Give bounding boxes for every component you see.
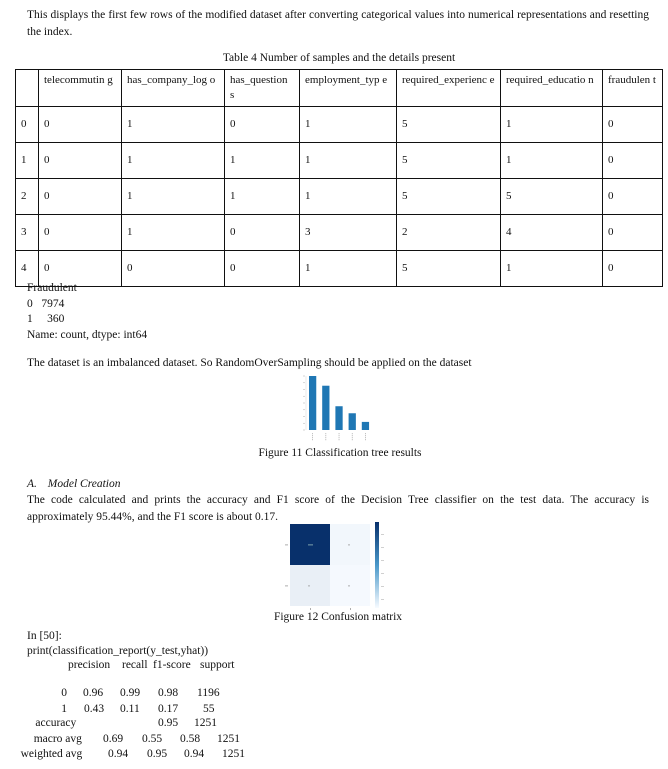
report-row-label: 0 [61,687,68,699]
report-header-support: support [200,659,235,671]
table-cell-fraudulent: 0 [603,251,663,287]
confusion-cell-label [348,545,350,546]
table-cell-has-company-logo: 1 [122,179,225,215]
bar-2 [335,406,342,430]
table-cell-required-experience: 5 [397,107,501,143]
table-cell-fraudulent: 0 [603,107,663,143]
confusion-x-tick-label [310,608,311,610]
table-cell-telecommuting: 0 [39,251,122,287]
code-prompt: In [50]: [27,630,62,642]
section-heading-letter: A. [27,478,37,490]
report-value-f1-score: 0.95 [158,717,179,729]
table-cell-telecommuting: 0 [39,215,122,251]
table-cell-employment-type: 1 [300,251,397,287]
table-caption: Table 4 Number of samples and the details present [222,52,456,64]
table-cell-required-experience: 5 [397,179,501,215]
colorbar-tick-label [381,547,384,548]
table-cell-has-company-logo: 1 [122,107,225,143]
table-cell-required-education: 1 [501,143,603,179]
table-cell-required-experience: 5 [397,251,501,287]
code-block [27,629,208,659]
table-cell-has-questions: 0 [225,107,300,143]
report-value-f1-score: 0.17 [158,703,179,715]
report-value-recall: 0.55 [142,733,163,745]
report-row-label: accuracy [35,717,77,729]
section-heading [27,478,121,490]
report-value-f1-score: 0.94 [184,748,205,760]
report-header-recall: recall [122,659,148,671]
section-heading-title: Model Creation [47,478,121,490]
value-counts-block [27,281,147,343]
report-value-support: 1196 [197,687,220,699]
table-header-has-company-logo: has_company_log o [122,70,225,107]
table-cell-employment-type: 1 [300,107,397,143]
table-header-has-questions: has_question s [225,70,300,107]
colorbar-tick-label [381,534,384,535]
table-header-required-experience: required_experienc e [397,70,501,107]
table-cell-has-questions: 1 [225,179,300,215]
table-cell-index: 4 [16,251,39,287]
report-value-f1-score: 0.58 [180,733,201,745]
report-value-support: 55 [203,703,215,715]
confusion-colorbar [375,522,379,608]
report-value-precision: 0.69 [103,733,124,745]
table-header-employment-type: employment_typ e [300,70,397,107]
table-cell-index: 2 [16,179,39,215]
table-cell-fraudulent: 0 [603,179,663,215]
table-cell-telecommuting: 0 [39,179,122,215]
value-counts-line-0: 0 7974 [27,297,65,310]
confusion-y-tick-label [285,545,288,546]
table-row [16,143,663,179]
table-row [16,215,663,251]
code-statement: print(classification_report(y_test,yhat)) [27,645,209,657]
colorbar-tick-label [381,586,384,587]
confusion-x-tick-label [350,608,351,610]
report-value-support: 1251 [194,717,217,729]
table-cell-fraudulent: 0 [603,143,663,179]
report-row-label: weighted avg [20,748,83,760]
bar-chart [296,372,376,444]
table-row [16,179,663,215]
table-header-row [16,70,663,107]
report-row-label: macro avg [33,733,82,745]
table-cell-fraudulent: 0 [603,215,663,251]
bar-1 [322,386,329,430]
table-cell-index: 3 [16,215,39,251]
table-cell-index: 0 [16,107,39,143]
table-cell-telecommuting: 0 [39,143,122,179]
table-cell-required-education: 1 [501,107,603,143]
table-header-required-education: required_educatio n [501,70,603,107]
report-value-precision: 0.96 [83,687,104,699]
report-header-precision: precision [68,659,111,671]
figure-12-caption: Figure 12 Confusion matrix [273,611,403,623]
confusion-y-tick-label [285,586,288,587]
table-cell-required-experience: 5 [397,143,501,179]
bar-0 [309,376,316,430]
table-cell-has-company-logo: 1 [122,215,225,251]
table-cell-required-education: 5 [501,179,603,215]
table-cell-has-company-logo: 0 [122,251,225,287]
report-value-f1-score: 0.98 [158,687,179,699]
figure-11-caption: Figure 11 Classification tree results [258,447,422,459]
table-cell-has-questions: 0 [225,251,300,287]
table-cell-has-company-logo: 1 [122,143,225,179]
report-value-precision: 0.43 [84,703,105,715]
colorbar-tick-label [381,599,384,600]
value-counts-title: Fraudulent [27,282,77,294]
table-row [16,107,663,143]
bar-4 [362,422,369,430]
report-value-recall: 0.95 [147,748,168,760]
report-header-f1-score: f1-score [153,659,191,671]
confusion-cell-label [308,586,310,587]
report-value-support: 1251 [217,733,240,745]
table-header-index [16,70,39,107]
table-cell-telecommuting: 0 [39,107,122,143]
table-cell-required-education: 1 [501,251,603,287]
table-cell-required-experience: 2 [397,215,501,251]
table-cell-employment-type: 1 [300,179,397,215]
table-header-fraudulent: fraudulen t [603,70,663,107]
imbalance-note: The dataset is an imbalanced dataset. So RandomOverSampling should be applied on the dataset [27,357,472,369]
table-cell-has-questions: 0 [225,215,300,251]
confusion-cell-label [348,586,350,587]
report-value-recall: 0.99 [120,687,141,699]
confusion-cell-label [308,545,313,546]
value-counts-line-1: 1 360 [27,313,65,325]
report-value-support: 1251 [222,748,245,760]
table-cell-employment-type: 1 [300,143,397,179]
bar-3 [349,413,356,430]
confusion-matrix [280,520,385,610]
report-value-recall: 0.11 [120,703,140,715]
table-header-telecommuting: telecommutin g [39,70,122,107]
table-cell-has-questions: 1 [225,143,300,179]
value-counts-footer: Name: count, dtype: int64 [27,328,148,341]
intro-paragraph: This displays the first few rows of the modified dataset after converting categorical values into numerical representations and resetting the index. [27,9,649,38]
colorbar-tick-label [381,560,384,561]
table-cell-employment-type: 3 [300,215,397,251]
section-body: The code calculated and prints the accuracy and F1 score of the Decision Tree classifier on the test data. The accuracy is approximately 95.44%, and the F1 score is about 0.17. [27,494,649,523]
table-cell-index: 1 [16,143,39,179]
dataset-table [15,69,663,287]
colorbar-tick-label [381,573,384,574]
report-value-precision: 0.94 [108,748,129,760]
table-cell-required-education: 4 [501,215,603,251]
report-row-label: 1 [61,703,68,715]
